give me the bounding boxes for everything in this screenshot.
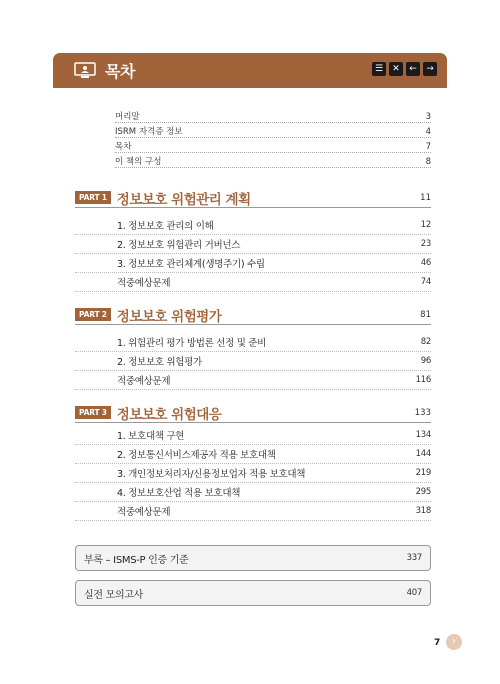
toc-entry[interactable]: [115, 153, 431, 168]
part-page: 133: [414, 407, 431, 418]
chapter-label: 1. 보호대책 구현: [117, 431, 185, 442]
part-badge: PART 3: [75, 406, 111, 419]
part-title: 정보보호 위험관리 계획: [116, 191, 251, 208]
chapter-label: 2. 정보보호 위험평가: [117, 357, 202, 368]
toc-entry[interactable]: [115, 138, 431, 153]
appendix-entry[interactable]: [75, 545, 431, 571]
nav-buttons: [372, 62, 437, 76]
chapter-label: 2. 정보통신서비스제공자 적용 보호대책: [117, 450, 276, 461]
chapter-page: 12: [420, 220, 431, 230]
part-heading[interactable]: [75, 188, 431, 208]
toc-entry-label: ISRM 자격증 정보: [115, 127, 183, 137]
mock-exam-label: 실전 모의고사: [84, 589, 144, 601]
part-page: 11: [420, 192, 431, 203]
close-icon[interactable]: ✕: [389, 62, 403, 76]
mock-exam-page: 407: [406, 588, 422, 598]
chapter-label: 4. 정보보호산업 적용 보호대책: [117, 488, 241, 499]
chapter-entry[interactable]: [75, 464, 431, 483]
chapter-entry[interactable]: [75, 352, 431, 371]
chapter-label: 1. 정보보호 관리의 이해: [117, 221, 214, 232]
chapter-label: 1. 위험관리 평가 방법론 선정 및 준비: [117, 338, 267, 349]
mock-exam-entry[interactable]: [75, 580, 431, 606]
chapter-entry[interactable]: [75, 254, 431, 273]
menu-icon[interactable]: ☰: [372, 62, 386, 76]
chapter-page: 96: [420, 356, 431, 366]
next-arrow-icon[interactable]: →: [423, 62, 437, 76]
exam-entry[interactable]: [75, 502, 431, 521]
toc-entry-page: 8: [425, 157, 431, 167]
front-matter-list: [115, 108, 431, 168]
exam-label: 적중예상문제: [117, 278, 171, 289]
toc-entry-page: 3: [425, 112, 431, 122]
chapter-page: 82: [420, 337, 431, 347]
toc-entry-label: 이 책의 구성: [115, 157, 162, 167]
chapter-label: 3. 개인정보처리자/신용정보업자 적용 보호대책: [117, 469, 306, 480]
part-title: 정보보호 위험대응: [116, 406, 222, 423]
chapter-page: 134: [415, 430, 431, 440]
part-page: 81: [420, 309, 431, 320]
chapter-entry[interactable]: [75, 235, 431, 254]
toc-header: [53, 53, 447, 88]
next-page-icon[interactable]: ›: [446, 634, 462, 650]
part-badge: PART 1: [75, 191, 111, 204]
chapter-page: 295: [415, 487, 431, 497]
appendix-label: 부록 – ISMS-P 인증 기준: [84, 554, 189, 566]
part-2-section: [75, 305, 431, 390]
exam-page: 74: [420, 277, 431, 287]
toc-entry-label: 머리말: [115, 112, 140, 122]
chapter-label: 3. 정보보호 관리체계(생명주기) 수립: [117, 259, 265, 270]
part-title: 정보보호 위험평가: [116, 308, 222, 325]
exam-entry[interactable]: [75, 371, 431, 390]
part-heading[interactable]: [75, 305, 431, 325]
exam-entry[interactable]: [75, 273, 431, 292]
chapter-entry[interactable]: [75, 483, 431, 502]
toc-entry-page: 4: [425, 127, 431, 137]
chapter-page: 46: [420, 258, 431, 268]
exam-label: 적중예상문제: [117, 507, 171, 518]
chapter-page: 23: [420, 239, 431, 249]
page-number: 7: [434, 638, 441, 648]
toc-entry[interactable]: [115, 123, 431, 138]
part-1-section: [75, 188, 431, 292]
part-3-section: [75, 403, 431, 521]
chapter-page: 144: [415, 449, 431, 459]
exam-label: 적중예상문제: [117, 376, 171, 387]
chapter-entry[interactable]: [75, 445, 431, 464]
chapter-label: 2. 정보보호 위험관리 거버넌스: [117, 240, 241, 251]
appendix-page: 337: [406, 553, 422, 563]
chapter-page: 219: [415, 468, 431, 478]
toc-entry-label: 목차: [115, 142, 132, 152]
toc-entry-page: 7: [425, 142, 431, 152]
toc-entry[interactable]: [115, 108, 431, 123]
page-title: 목차: [105, 62, 135, 81]
prev-arrow-icon[interactable]: ←: [406, 62, 420, 76]
exam-page: 116: [415, 375, 431, 385]
part-heading[interactable]: [75, 403, 431, 423]
monitor-person-icon: [73, 62, 97, 80]
part-badge: PART 2: [75, 308, 111, 321]
exam-page: 318: [415, 506, 431, 516]
chapter-entry[interactable]: [75, 333, 431, 352]
chapter-entry[interactable]: [75, 216, 431, 235]
chapter-entry[interactable]: [75, 426, 431, 445]
